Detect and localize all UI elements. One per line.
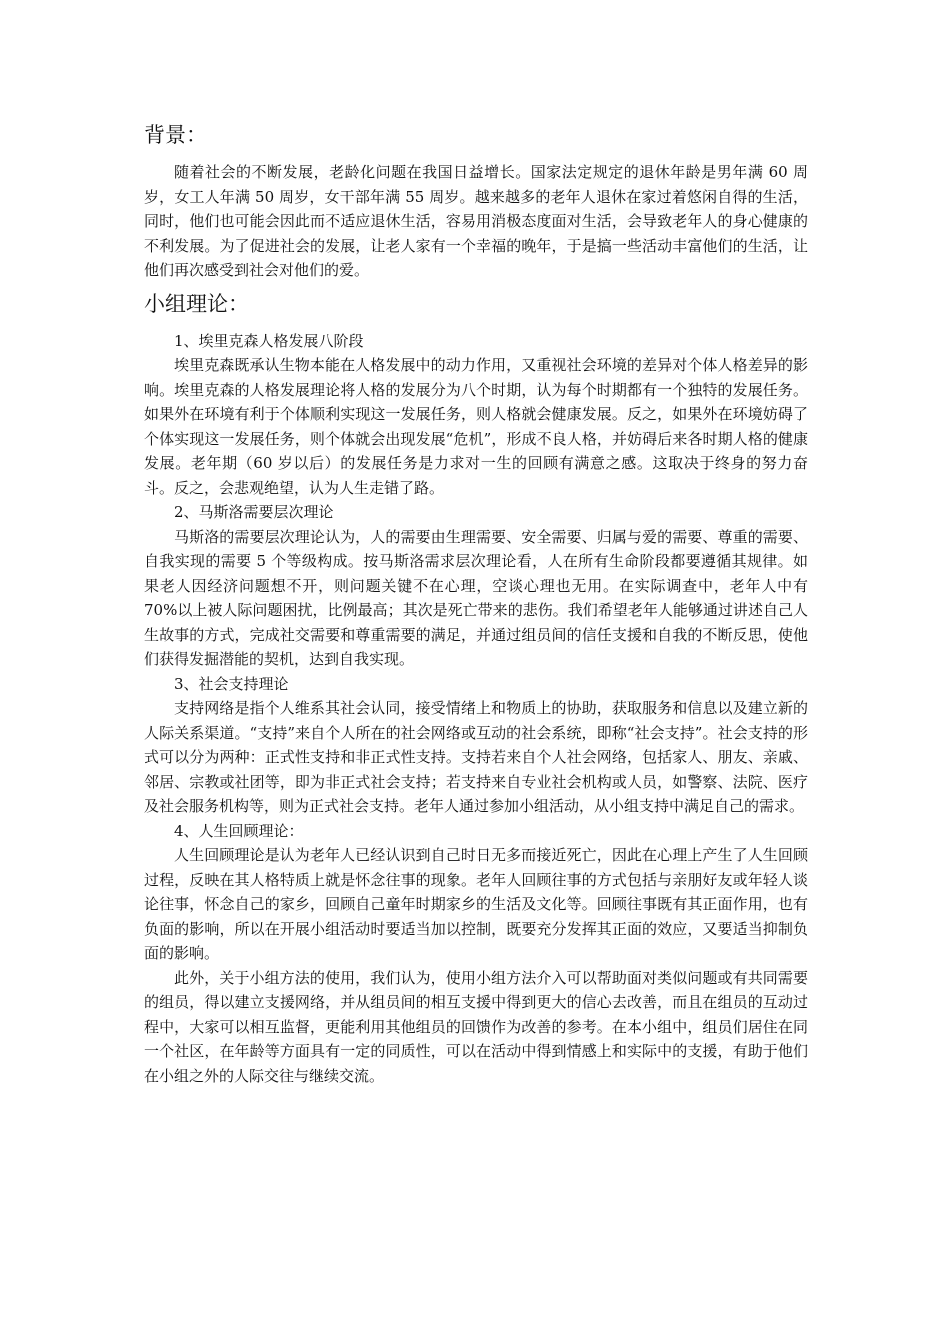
- background-heading: 背景：: [144, 123, 207, 147]
- section-paragraph-maslow: 马斯洛的需要层次理论认为，人的需要由生理需要、安全需要、归属与爱的需要、尊重的需要、自我实现的需要 5 个等级构成。按马斯洛需求层次理论看，人在所有生命阶段都要遵循其规律。如果老人因经济问题想不开，则问题关键不在心理，空谈心理也无用。在实际调查中，老年人中有 70%以上被人际问题困扰，比例最高；其次是死亡带来的悲伤。我们希望老年人能够通过讲述自己人生故事的方式，完成社交需要和尊重需要的满足，并通过组员间的信任支援和自我的不断反思，使他们获得发掘潜能的契机，达到自我实现。: [144, 527, 808, 668]
- background-paragraph: 随着社会的不断发展，老龄化问题在我国日益增长。国家法定规定的退休年龄是男年满 60 周岁，女工人年满 50 周岁，女干部年满 55 周岁。越来越多的老年人退休在家过着悠闲自得的生活，同时，他们也可能会因此而不适应退休生活，容易用消极态度面对生活，会导致老年人的身心健康的不利发展。为了促进社会的发展，让老人家有一个幸福的晚年，于是搞一些活动丰富他们的生活，让他们再次感受到社会对他们的爱。: [144, 163, 808, 279]
- section-title-erikson: 1、埃里克森人格发展八阶段: [174, 331, 364, 350]
- section-paragraph-life-review: 人生回顾理论是认为老年人已经认识到自己时日无多而接近死亡，因此在心理上产生了人生回顾过程，反映在其人格特质上就是怀念往事的现象。老年人回顾往事的方式包括与亲朋好友或年轻人谈论往事，怀念自己的家乡，回顾自己童年时期家乡的生活及文化等。回顾往事既有其正面作用，也有负面的影响，所以在开展小组活动时要适当加以控制，既要充分发挥其正面的效应，又要适当抑制负面的影响。: [144, 846, 808, 962]
- section-title-life-review: 4、人生回顾理论：: [174, 821, 304, 840]
- closing-paragraph: 此外，关于小组方法的使用，我们认为，使用小组方法介入可以帮助面对类似问题或有共同需要的组员，得以建立支援网络，并从组员间的相互支援中得到更大的信心去改善，而且在组员的互动过程中，大家可以相互监督，更能利用其他组员的回馈作为改善的参考。在本小组中，组员们居住在同一个社区，在年龄等方面具有一定的同质性，可以在活动中得到情感上和实际中的支援，有助于他们在小组之外的人际交往与继续交流。: [144, 968, 808, 1085]
- section-title-social-support: 3、社会支持理论: [174, 674, 289, 693]
- document-page: [144, 120, 808, 1088]
- section-paragraph-erikson: 埃里克森既承认生物本能在人格发展中的动力作用，又重视社会环境的差异对个体人格差异的影响。埃里克森的人格发展理论将人格的发展分为八个时期，认为每个时期都有一个独特的发展任务。如果外在环境有利于个体顺利实现这一发展任务，则人格就会健康发展。反之，如果外在环境妨碍了个体实现这一发展任务，则个体就会出现发展“危机”，形成不良人格，并妨碍后来各时期人格的健康发展。老年期（60 岁以后）的发展任务是力求对一生的回顾有满意之感。这取决于终身的努力奋斗。反之，会悲观绝望，认为人生走错了路。: [144, 356, 808, 497]
- section-title-maslow: 2、马斯洛需要层次理论: [174, 503, 334, 521]
- theory-heading: 小组理论：: [144, 291, 249, 316]
- section-paragraph-social-support: 支持网络是指个人维系其社会认同，接受情绪上和物质上的协助，获取服务和信息以及建立新的人际关系渠道。“支持”来自个人所在的社会网络或互动的社会系统，即称“社会支持”。社会支持的形式可以分为两种：正式性支持和非正式性支持。支持若来自个人社会网络，包括家人、朋友、亲戚、邻居、宗教或社团等，即为非正式社会支持；若支持来自专业社会机构或人员，如警察、法院、医疗及社会服务机构等，则为正式社会支持。老年人通过参加小组活动，从小组支持中满足自己的需求。: [144, 699, 808, 815]
